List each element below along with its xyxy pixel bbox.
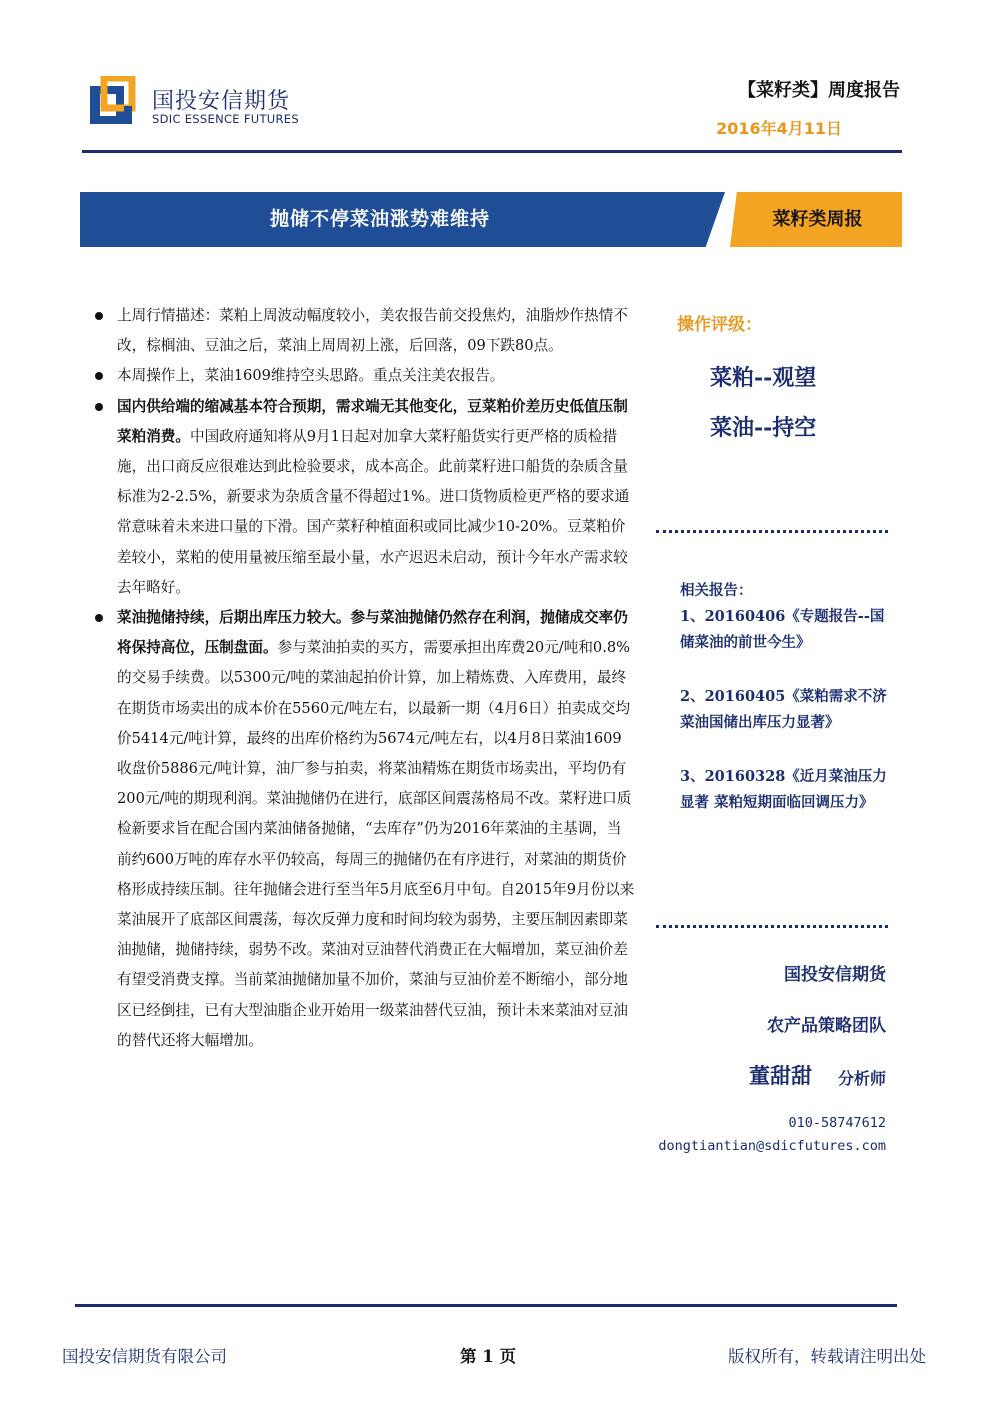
- footer-copyright: 版权所有，转载请注明出处: [728, 1347, 926, 1366]
- main-body: [95, 301, 635, 1056]
- bullet-paragraph: [95, 361, 635, 391]
- bullet-text: 参与菜油拍卖的买方，需要承担出库费20元/吨和0.8%的交易手续费。以5300元/吨的菜油起拍价计算，加上精炼费、入库费用，最终在期货市场卖出的成本价在5560元/吨左右，以最新一期（4月6日）拍卖成交均价5414元/吨计算，最终的出库价格约为5674元/吨左右，以4月8日菜油1609收盘价5886元/吨计算，油厂参与拍卖，将菜油精炼在期货市场卖出，平均仍有200元/吨的期现利润。菜油抛储仍在进行，底部区间震荡格局不改。菜籽进口质检新要求旨在配合国内菜油储备抛储，“去库存”仍为2016年菜油的主基调，当前约600万吨的库存水平仍较高，每周三的抛储仍在有序进行，对菜油的期货价格形成持续压制。往年抛储会进行至当年5月底至6月中旬。自2015年9月份以来菜油展开了底部区间震荡，每次反弹力度和时间均较为弱势，主要压制因素即菜油抛储，抛储持续，弱势不改。菜油对豆油替代消费正在大幅增加，菜豆油价差有望受消费支撑。当前菜油抛储加量不加价，菜油与豆油价差不断缩小，部分地区已经倒挂，已有大型油脂企业开始用一级菜油替代豆油，预计未来菜油对豆油的替代还将大幅增加。: [117, 639, 635, 1049]
- bullet-paragraph: [95, 301, 635, 361]
- bullet-lead: 菜油抛储持续，后期出库压力较大。参与菜油抛储仍然存在利润，抛储成交率仍将保持高位，压制盘面。: [117, 609, 628, 657]
- bullet-lead: 国内供给端的缩减基本符合预期，需求端无其他变化，豆菜粕价差历史低值压制菜粕消费。: [117, 397, 628, 445]
- team-name: 农产品策略团队: [767, 1016, 886, 1036]
- report-date: 2016年4月11日: [716, 119, 842, 138]
- report-title: 抛储不停菜油涨势难维持: [269, 208, 490, 230]
- bullet-icon: [95, 403, 103, 411]
- header-divider: [82, 150, 902, 153]
- related-report-link[interactable]: 2、20160405《菜粕需求不济 菜油国储出库压力显著》: [680, 688, 887, 731]
- rating-oil: 菜油--持空: [710, 415, 817, 441]
- analyst-phone: 010-58747612: [788, 1115, 886, 1131]
- bullet-text: 中国政府通知将从9月1日起对加拿大菜籽船货实行更严格的质检措施，出口商反应很难达到此检验要求，成本高企。此前菜籽进口船货的杂质含量标准为2-2.5%，新要求为杂质含量不得超过1%。进口货物质检更严格的要求通常意味着未来进口量的下滑。国产菜籽种植面积或同比减少10-20%。豆菜粕价差较小，菜粕的使用量被压缩至最小量，水产迟迟未启动，预计今年水产需求较去年略好。: [117, 427, 630, 596]
- bullet-text: 上周行情描述：菜粕上周波动幅度较小，美农报告前交投焦灼，油脂炒作热情不改，棕榈油、豆油之后，菜油上周周初上涨，后回落，09下跌80点。: [117, 307, 628, 355]
- bullet-paragraph: [95, 392, 635, 603]
- related-title: 相关报告：: [680, 582, 753, 599]
- rating-label: 操作评级：: [677, 315, 762, 335]
- related-report-link[interactable]: 3、20160328《近月菜油压力显著 菜粕短期面临回调压力》: [680, 768, 887, 811]
- bullet-paragraph: [95, 603, 635, 1056]
- sidebar-divider: [656, 530, 888, 533]
- footer-company: 国投安信期货有限公司: [62, 1347, 227, 1366]
- company-name: 国投安信期货: [784, 965, 886, 985]
- logo-chinese-name: 国投安信期货: [152, 89, 291, 114]
- bullet-icon: [95, 372, 103, 380]
- bullet-icon: [95, 614, 103, 622]
- bullet-icon: [95, 312, 103, 320]
- analyst-name: 董甜甜: [749, 1064, 812, 1088]
- rating-meal: 菜粕--观望: [710, 365, 817, 391]
- footer-divider: [75, 1304, 897, 1307]
- analyst-email-link[interactable]: dongtiantian@sdicfutures.com: [658, 1138, 886, 1154]
- report-category: 菜籽类周报: [772, 209, 863, 230]
- related-reports: [680, 578, 892, 844]
- report-type: 【菜籽类】周度报告: [738, 80, 900, 101]
- company-logo-icon: [90, 76, 150, 128]
- bullet-text: 本周操作上，菜油1609维持空头思路。重点关注美农报告。: [117, 367, 505, 385]
- page-number: 第 1 页: [460, 1347, 516, 1366]
- sidebar-divider: [656, 925, 888, 928]
- logo-english-name: SDIC ESSENCE FUTURES: [152, 112, 299, 126]
- related-report-link[interactable]: 1、20160406《专题报告--国储菜油的前世今生》: [680, 608, 885, 651]
- analyst-title: 分析师: [837, 1069, 886, 1088]
